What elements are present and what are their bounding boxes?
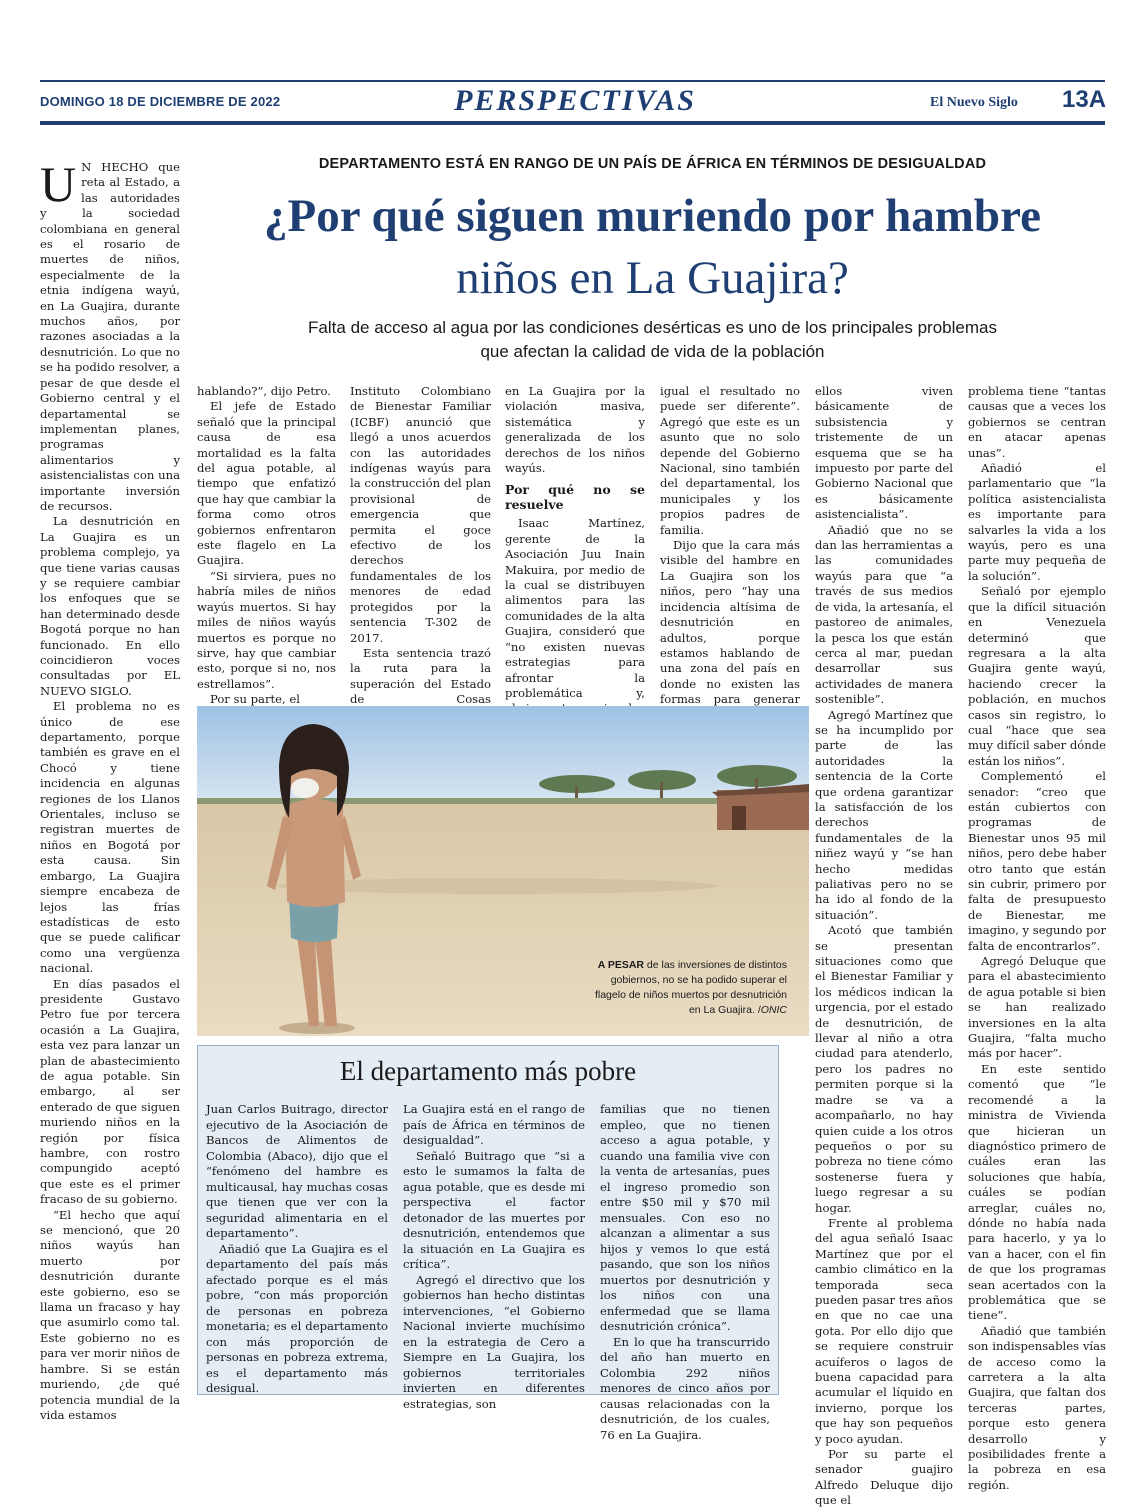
article-paragraph: En este sentido comentó que “le recomendé a la ministra de Vivienda que hicieran un diagnóstico primero de cuáles eran las soluciones que había, cuáles se podían arreglar, cuáles no, dónde no había nada para hacerlo, y ya lo van a hacer, con el fin de que los programas sean acertados con la problemática que se tiene”. bbox=[968, 1061, 1106, 1323]
lead-text: que reta al Estado, a las autoridades y la sociedad colombiana en general es el rosario de muertes de niños, especialmente de la etnia indígena wayú, en La Guajira, durante muchos años, por razones asociadas a la desnutrición. Lo que no se ha podido resolver, a pesar de que desde el Gobierno central y el departamental se implementan planes, programas alimentarios y asistencialistas con una importante inversión de recursos. bbox=[40, 160, 180, 513]
article-paragraph: En días pasados el presidente Gustavo Petro fue por tercera ocasión a La Guajira, esta vez para lanzar un plan de abastecimiento de agua potable. Sin embargo, al ser enterado de que siguen muriendo niños en la región por física hambre, con rostro compungido aceptó que este es el primer fracaso de su gobierno. bbox=[40, 976, 180, 1207]
section-title: PERSPECTIVAS bbox=[454, 84, 696, 117]
sidebar-column-2 bbox=[403, 1102, 585, 1411]
article-paragraph: Isaac Martínez, gerente de la Asociación Juu Inain Makuira, por medio de la cual se distribuyen alimentos para las comunidades de la alta Guajira, consideró que “no existen nuevas estrategias para afrontar la problemática y, bbox=[505, 516, 645, 700]
drop-cap: U bbox=[40, 156, 77, 212]
issue-date: DOMINGO 18 DE DICIEMBRE DE 2022 bbox=[40, 94, 281, 109]
article-paragraph: ellos viven básicamente de subsistencia y tristemente de un esquema que se ha impuesto por parte del Gobierno Nacional que es básicamente asistencialista”. bbox=[815, 384, 953, 522]
article-paragraph: Acotó que también se presentan situaciones como que el Bienestar Familiar y los médicos indican la urgencia, por el estado de desnutrición, de llevar al niño a otra ciudad para atenderlo, pero los padres no permiten porque si la madre se va a acompañarlo, no hay quien cuide a los otros pequeños o por su pobreza no tiene cómo sostenerse fuera y luego regresar a su hogar. bbox=[815, 923, 953, 1215]
page-number: 13A bbox=[1062, 86, 1107, 113]
article-kicker: DEPARTAMENTO ESTÁ EN RANGO DE UN PAÍS DE ÁFRICA EN TÉRMINOS DE DESIGUALDAD bbox=[318, 156, 987, 172]
article-paragraph: Añadió que también son indispensables vías de acceso como la carretera a la alta Guajira, que faltan dos terceras partes, porque esto genera desarrollo y posibilidades frente a la pobreza en esa región. bbox=[968, 1323, 1106, 1492]
sidebar-paragraph: familias que no tienen empleo, que no tienen acceso a agua potable, y cuando una familia vive con la venta de artesanías, pues el ingreso promedio son entre $50 mil y $70 mil mensuales. Con eso no alcanzan a alimentar a sus hijos y vemos lo que está pasando, que son los niños muertos por desnutrición y los niños con una enfermedad que se llama desnutrición crónica”. bbox=[600, 1102, 770, 1333]
sidebar-paragraph: Juan Carlos Buitrago, director ejecutivo de la Asociación de Bancos de Alimentos de Colombia (Abaco), dijo que el “fenómeno del hambre es multicausal, hay muchas cosas que tienen que ver con la seguridad alimentaria en el departamento”. bbox=[206, 1102, 388, 1240]
hut bbox=[712, 784, 809, 830]
sidebar-column-1 bbox=[206, 1102, 388, 1395]
article-deck bbox=[240, 316, 1065, 364]
article-paragraph: Por su parte, el bbox=[210, 692, 300, 707]
caption-lead: A PESAR bbox=[597, 959, 644, 971]
article-paragraph: problema tiene “tantas causas que a veces los gobiernos se centran en atacar apenas unas”. bbox=[968, 384, 1106, 460]
article-column-2 bbox=[197, 384, 336, 707]
sidebar-column-3 bbox=[600, 1102, 770, 1442]
article-paragraph: La desnutrición en La Guajira es un problema complejo, ya que tiene varias causas y se requiere cambiar los enfoques que se han determinado desde Bogotá porque no han funcionado. En ello coincidieron voces consultadas por EL NUEVO SIGLO. bbox=[40, 514, 180, 698]
article-paragraph: Añadió el parlamentario que “la política asistencialista es importante para salvarles la vida a los wayús, pero es una parte muy pequeña de la solución”. bbox=[968, 461, 1106, 583]
sidebar-box bbox=[197, 1045, 779, 1442]
article-column-1 bbox=[40, 156, 180, 1422]
header-bottom-rule bbox=[40, 121, 1105, 125]
article-paragraph: hablando?”, dijo Petro. bbox=[197, 384, 331, 398]
deck-line-2: que afectan la calidad de vida de la población bbox=[480, 342, 825, 361]
article-paragraph: Dijo que la cara más visible del hambre en La Guajira son los niños, pero “hay una incidencia altísima de desnutrición en adultos, porque estamos hablando de una zona del país en donde no existen las formas para generar bbox=[660, 538, 800, 707]
lead-caps: N HECHO bbox=[81, 160, 149, 174]
sidebar-paragraph: Agregó el directivo que los gobiernos han hecho distintas intervenciones, “el Gobierno Nacional invierte muchísimo en la estrategia de Cero a Siempre en La Guajira, los gobiernos territoriales invierten en diferentes estrategias, son bbox=[403, 1272, 585, 1411]
sidebar-paragraph: Añadió que La Guajira es el departamento del país más afectado porque es el más pobre, “con más proporción de personas en pobreza monetaria; es el departamento con más proporción de personas en pobreza extrema, es el departamento más desigual. bbox=[206, 1241, 388, 1395]
article-column-7 bbox=[968, 384, 1106, 1492]
caption-credit: ONIC bbox=[760, 1004, 787, 1016]
article-column-3 bbox=[350, 384, 491, 707]
article-paragraph: Señaló por ejemplo que la difícil situación en Venezuela determinó que regresara a la alta Guajira gente wayú, haciendo crecer la población, en muchos casos sin registro, lo cual “hace que sea muy difícil saber dónde están los niños”. bbox=[968, 584, 1106, 768]
article-photo bbox=[197, 706, 809, 1036]
article-paragraph: El jefe de Estado señaló que la principal causa de esa mortalidad es la falta del agua potable, al tiempo que enfatizó que hay que cambiar la forma como otros gobiernos enfrentaron este flagelo en La Guajira. bbox=[197, 399, 336, 568]
article-paragraph: Por su parte el senador guajiro Alfredo Deluque dijo que el bbox=[815, 1447, 953, 1508]
article-paragraph: Esta sentencia trazó la ruta para la superación del Estado de Cosas bbox=[350, 645, 491, 707]
article-paragraph: Añadió que no se dan las herramientas a las comunidades wayús para que “a través de sus medios de vida, la artesanía, el pastoreo de animales, la pesca los que están cerca al mar, puedan desarrollar sus actividades de manera sostenible”. bbox=[815, 522, 953, 707]
article-column-6 bbox=[815, 384, 953, 1508]
article-paragraph: El problema no es único de ese departamento, porque también es grave en el Chocó y tiene incidencia en algunas regiones de los Llanos Orientales, incluso se registran muertes de niños en Bogotá por esta causa. Sin embargo, La Guajira siempre encabeza de lejos las frías estadísticas de esto que se puede calificar como una vergüenza nacional. bbox=[40, 699, 180, 976]
sidebar-paragraph: La Guajira está en el rango de país de África en términos de desigualdad”. bbox=[403, 1102, 585, 1147]
headline-line-1: ¿Por qué siguen muriendo por hambre bbox=[264, 190, 1041, 242]
article-paragraph: igual el resultado no puede ser diferente”. Agregó que este es un asunto que no solo depende del Gobierno Nacional, sino también del departamental, los municipales y los propios padres de familia. bbox=[660, 384, 800, 537]
photo-caption bbox=[587, 958, 787, 1018]
article-paragraph: Agregó Deluque que para el abastecimiento de agua potable si bien se han realizado inversiones en la alta Guajira, “falta mucho más por hacer”. bbox=[968, 954, 1106, 1061]
article-paragraph: Complementó el senador: “creo que están cubiertos con programas de Bienestar unos 95 mil niños, pero debe haber otro tanto que están sin cubrir, primero por falta de presupuesto de Bienestar, me imagino, y segundo por falta de encontrarlos”. bbox=[968, 769, 1106, 953]
header-top-rule bbox=[40, 80, 1105, 82]
article-paragraph: “El hecho que aquí se mencionó, que 20 niños wayús han muerto por desnutrición durante este gobierno, eso se llama un fracaso y hay que asumirlo como tal. Este gobierno no es para ver morir niños de hambre. Si se están muriendo, ¿de qué potencia mundial de la vida estamos bbox=[40, 1207, 180, 1422]
article-paragraph: “Si sirviera, pues no habría miles de niños wayús muertos. Si hay miles de niños wayús muertos es porque no sirve, hay que cambiar esto, porque si no, nos estrellamos”. bbox=[197, 568, 336, 691]
newspaper-name: El Nuevo Siglo bbox=[930, 95, 1018, 110]
sidebar-paragraph: Señaló Buitrago que “si a esto le sumamos la falta de agua potable, que es desde mi perspectiva el factor detonador de las muertes por desnutrición, entendemos que la situación en La Guajira es crítica”. bbox=[403, 1148, 585, 1271]
article-paragraph bbox=[40, 156, 180, 514]
article-paragraph: Agregó Martínez que se ha incumplido por parte de las autoridades la sentencia de la Corte que ordena garantizar la satisfacción de los derechos fundamentales de la niñez wayú y “se han hecho medidas paliativas pero no se ha ido al fondo de la situación”. bbox=[815, 707, 953, 922]
headline-line-2: niños en La Guajira? bbox=[456, 252, 849, 304]
sidebar-paragraph: En lo que ha transcurrido del año han muerto en Colombia 292 niños menores de cinco años por causas relacionadas con la desnutrición, de los cuales, 76 en La Guajira. bbox=[600, 1334, 770, 1442]
article-paragraph: Instituto Colombiano de Bienestar Familiar (ICBF) anunció que llegó a unos acuerdos con las autoridades indígenas wayús para la construcción del plan provisional de emergencia que permita el goce efectivo de los derechos fundamentales de los menores de edad protegidos por la sentencia T-302 de 2017. bbox=[350, 384, 491, 645]
article-paragraph: Frente al problema del agua señaló Isaac Martínez que por el cambio climático en la temporada seca pueden pasar tres años en que no cae una gota. Por ello dijo que se requiere construir acuíferos o lagos de buena capacidad para acumular el líquido en invierno, porque los que hay son pequeños y poco ayudan. bbox=[815, 1215, 953, 1446]
sidebar-title: El departamento más pobre bbox=[339, 1056, 637, 1086]
deck-line-1: Falta de acceso al agua por las condiciones desérticas es uno de los principales problemas bbox=[308, 318, 997, 337]
article-column-4 bbox=[505, 384, 645, 700]
caption-text: de las inversiones de distintos gobiernos, no se ha podido superar el flagelo de niños muertos por desnutrición en La Guajira. / bbox=[594, 959, 787, 1016]
article-subhead: Por qué no se resuelve bbox=[505, 482, 645, 513]
article-paragraph: en La Guajira por la violación masiva, sistemática y generalizada de los derechos de los niños wayús. bbox=[505, 384, 645, 476]
article-column-5 bbox=[660, 384, 800, 707]
